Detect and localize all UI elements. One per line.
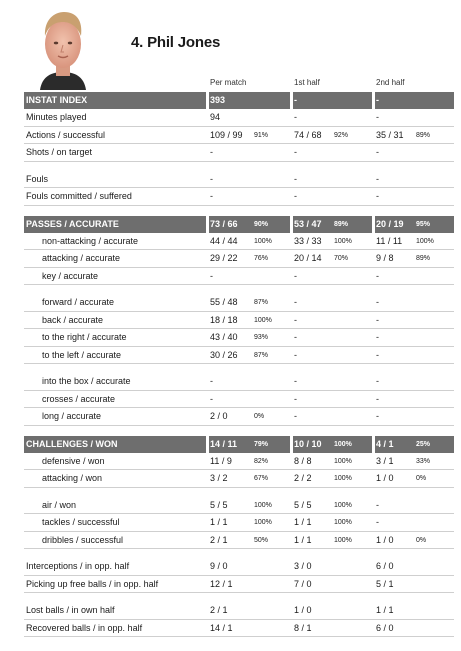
table-row [24, 497, 454, 515]
value-per-match: 5 / 5 [210, 499, 228, 510]
value-per-match: - [210, 270, 213, 281]
percent-1st-half: 92% [334, 131, 349, 139]
row-label: Picking up free balls / in opp. half [26, 578, 159, 589]
row-spacer [24, 426, 454, 435]
row-label: Minutes played [26, 112, 87, 122]
value-per-match: 73 / 66 [210, 218, 238, 229]
row-label: Recovered balls / in opp. half [26, 622, 143, 633]
row-spacer [24, 488, 454, 497]
column-headers [0, 78, 461, 90]
value-1st-half: - [294, 349, 297, 360]
section-column-divider [206, 216, 209, 233]
row-label: to the left / accurate [42, 349, 122, 360]
value-1st-half: - [294, 191, 297, 201]
row-label: to the right / accurate [42, 332, 127, 342]
column-header-1st-half: 1st half [294, 78, 320, 87]
section-column-divider [372, 436, 375, 453]
section-column-divider [372, 92, 375, 109]
percent-per-match: 100% [254, 316, 272, 324]
value-per-match: 43 / 40 [210, 332, 238, 342]
table-row [24, 268, 454, 286]
percent-per-match: 93% [254, 334, 269, 341]
value-1st-half: - [294, 411, 297, 421]
value-1st-half: 1 / 1 [294, 534, 312, 545]
percent-1st-half: 100% [334, 475, 352, 482]
column-header-2nd-half: 2nd half [376, 78, 405, 87]
percent-per-match: 50% [254, 536, 269, 544]
value-per-match: 2 / 0 [210, 411, 228, 421]
percent-1st-half: 100% [334, 501, 352, 509]
value-per-match: - [210, 147, 213, 157]
percent-per-match: 90% [254, 220, 269, 228]
table-row [24, 514, 454, 532]
section-column-divider [290, 216, 293, 233]
value-1st-half: 33 / 33 [294, 235, 322, 246]
column-header-per-match: Per match [210, 78, 247, 87]
value-per-match: - [210, 191, 213, 201]
percent-per-match: 0% [254, 413, 265, 420]
value-1st-half: 1 / 0 [294, 605, 312, 615]
value-per-match: 393 [210, 95, 226, 105]
table-row [24, 453, 454, 471]
value-per-match: 18 / 18 [210, 314, 238, 325]
table-row [24, 373, 454, 391]
value-2nd-half: - [376, 376, 379, 386]
value-1st-half: - [294, 376, 297, 386]
stats-table [24, 91, 454, 637]
table-row [24, 329, 454, 347]
value-1st-half: - [294, 314, 297, 325]
value-2nd-half: 1 / 1 [376, 605, 394, 615]
percent-per-match: 100% [254, 237, 272, 245]
value-per-match: 2 / 1 [210, 534, 228, 545]
section-header [24, 92, 454, 109]
value-per-match: 30 / 26 [210, 349, 238, 360]
value-per-match: 3 / 2 [210, 473, 228, 483]
value-per-match: 11 / 9 [210, 455, 232, 466]
percent-2nd-half: 89% [416, 131, 431, 139]
value-2nd-half: - [376, 270, 379, 281]
percent-2nd-half: 25% [416, 440, 431, 448]
row-label: back / accurate [42, 314, 104, 325]
value-2nd-half: - [376, 297, 379, 307]
row-spacer [24, 593, 454, 602]
value-2nd-half: - [376, 411, 379, 421]
value-1st-half: 8 / 1 [294, 622, 312, 633]
row-spacer [24, 285, 454, 294]
player-name: 4. Phil Jones [131, 34, 221, 51]
value-2nd-half: 9 / 8 [376, 253, 394, 263]
percent-2nd-half: 0% [416, 475, 427, 482]
value-per-match: 29 / 22 [210, 253, 238, 263]
value-2nd-half: 35 / 31 [376, 129, 404, 140]
value-1st-half: 20 / 14 [294, 253, 322, 263]
row-label: dribbles / successful [42, 534, 124, 545]
value-1st-half: 5 / 5 [294, 499, 312, 510]
value-1st-half: 74 / 68 [294, 129, 322, 140]
value-1st-half: - [294, 147, 297, 157]
value-per-match: 55 / 48 [210, 297, 238, 307]
value-2nd-half: - [376, 173, 379, 184]
section-column-divider [372, 216, 375, 233]
table-row [24, 347, 454, 365]
row-label: Fouls committed / suffered [26, 191, 132, 201]
value-1st-half: - [294, 332, 297, 342]
value-2nd-half: 1 / 0 [376, 473, 394, 483]
value-2nd-half: 3 / 1 [376, 455, 394, 466]
row-label: Fouls [26, 173, 49, 184]
value-per-match: 14 / 1 [210, 622, 233, 633]
table-row [24, 171, 454, 189]
percent-per-match: 67% [254, 475, 269, 482]
percent-per-match: 100% [254, 501, 272, 509]
value-2nd-half: 6 / 0 [376, 622, 394, 633]
percent-per-match: 76% [254, 255, 269, 262]
percent-per-match: 87% [254, 299, 269, 306]
percent-1st-half: 70% [334, 255, 349, 262]
percent-2nd-half: 89% [416, 255, 431, 262]
value-per-match: 94 [210, 112, 221, 122]
value-2nd-half: 6 / 0 [376, 561, 394, 571]
row-label: attacking / won [42, 473, 103, 483]
table-row [24, 250, 454, 268]
table-row [24, 470, 454, 488]
value-1st-half: 3 / 0 [294, 561, 312, 571]
percent-2nd-half: 33% [416, 457, 431, 465]
percent-per-match: 79% [254, 440, 269, 448]
section-column-divider [206, 436, 209, 453]
value-per-match: 109 / 99 [210, 129, 243, 140]
percent-1st-half: 100% [334, 237, 352, 245]
section-column-divider [290, 436, 293, 453]
row-spacer [24, 162, 454, 171]
table-row [24, 558, 454, 576]
row-label: long / accurate [42, 411, 102, 421]
row-label: forward / accurate [42, 297, 115, 307]
row-label: Interceptions / in opp. half [26, 561, 130, 571]
value-per-match: 1 / 1 [210, 517, 228, 527]
percent-per-match: 100% [254, 519, 272, 526]
row-label: Actions / successful [26, 129, 106, 140]
row-label: defensive / won [42, 455, 105, 466]
row-label: into the box / accurate [42, 376, 131, 386]
percent-1st-half: 100% [334, 519, 352, 526]
table-row [24, 391, 454, 409]
table-row [24, 532, 454, 550]
value-2nd-half: - [376, 393, 379, 404]
percent-1st-half: 100% [334, 457, 352, 465]
value-1st-half: 2 / 2 [294, 473, 312, 483]
value-2nd-half: 4 / 1 [376, 438, 394, 449]
value-2nd-half: - [376, 349, 379, 360]
section-header [24, 216, 454, 233]
table-row [24, 109, 454, 127]
percent-2nd-half: 100% [416, 237, 434, 245]
section-header [24, 436, 454, 453]
percent-per-match: 91% [254, 131, 269, 139]
row-spacer [24, 206, 454, 215]
percent-per-match: 87% [254, 351, 269, 359]
value-1st-half: - [294, 112, 297, 122]
table-row [24, 233, 454, 251]
value-per-match: 14 / 11 [210, 438, 238, 449]
row-spacer [24, 549, 454, 558]
value-2nd-half: - [376, 499, 379, 510]
row-label: air / won [42, 499, 77, 510]
value-2nd-half: 1 / 0 [376, 534, 394, 545]
value-per-match: 12 / 1 [210, 578, 233, 589]
row-label: Lost balls / in own half [26, 605, 115, 615]
value-2nd-half: - [376, 112, 379, 122]
row-label: crosses / accurate [42, 393, 116, 404]
value-per-match: - [210, 393, 213, 404]
value-2nd-half: 11 / 11 [376, 235, 403, 246]
table-row [24, 408, 454, 426]
table-row [24, 144, 454, 162]
value-2nd-half: - [376, 517, 379, 527]
value-2nd-half: - [376, 314, 379, 325]
section-column-divider [206, 92, 209, 109]
value-1st-half: - [294, 173, 297, 184]
row-label: tackles / successful [42, 517, 120, 527]
value-1st-half: 10 / 10 [294, 438, 322, 449]
value-1st-half: 7 / 0 [294, 578, 312, 589]
value-2nd-half: - [376, 95, 379, 105]
table-row [24, 576, 454, 594]
value-per-match: - [210, 173, 213, 184]
value-1st-half: - [294, 95, 297, 105]
table-row [24, 127, 454, 145]
value-2nd-half: 20 / 19 [376, 218, 404, 229]
percent-1st-half: 89% [334, 220, 349, 228]
table-row [24, 602, 454, 620]
value-2nd-half: - [376, 147, 379, 157]
value-per-match: 9 / 0 [210, 561, 228, 571]
row-spacer [24, 364, 454, 373]
percent-2nd-half: 0% [416, 536, 427, 544]
value-1st-half: 53 / 47 [294, 218, 322, 229]
table-row [24, 620, 454, 638]
value-per-match: 44 / 44 [210, 235, 238, 246]
value-2nd-half: - [376, 332, 379, 342]
table-row [24, 188, 454, 206]
row-label: non-attacking / accurate [42, 235, 139, 246]
value-1st-half: 8 / 8 [294, 455, 312, 466]
percent-per-match: 82% [254, 457, 269, 465]
row-label: INSTAT INDEX [26, 95, 88, 105]
table-row [24, 294, 454, 312]
percent-1st-half: 100% [334, 536, 352, 544]
value-1st-half: - [294, 297, 297, 307]
value-1st-half: 1 / 1 [294, 517, 312, 527]
value-1st-half: - [294, 393, 297, 404]
percent-2nd-half: 95% [416, 220, 431, 228]
row-label: attacking / accurate [42, 253, 121, 263]
row-label: key / accurate [42, 270, 99, 281]
value-2nd-half: - [376, 191, 379, 201]
section-column-divider [290, 92, 293, 109]
table-row [24, 312, 454, 330]
row-label: CHALLENGES / WON [26, 438, 118, 449]
row-label: Shots / on target [26, 147, 93, 157]
value-1st-half: - [294, 270, 297, 281]
percent-1st-half: 100% [334, 440, 352, 448]
value-per-match: 2 / 1 [210, 605, 228, 615]
value-per-match: - [210, 376, 213, 386]
value-2nd-half: 5 / 1 [376, 578, 394, 589]
row-label: PASSES / ACCURATE [26, 218, 119, 229]
